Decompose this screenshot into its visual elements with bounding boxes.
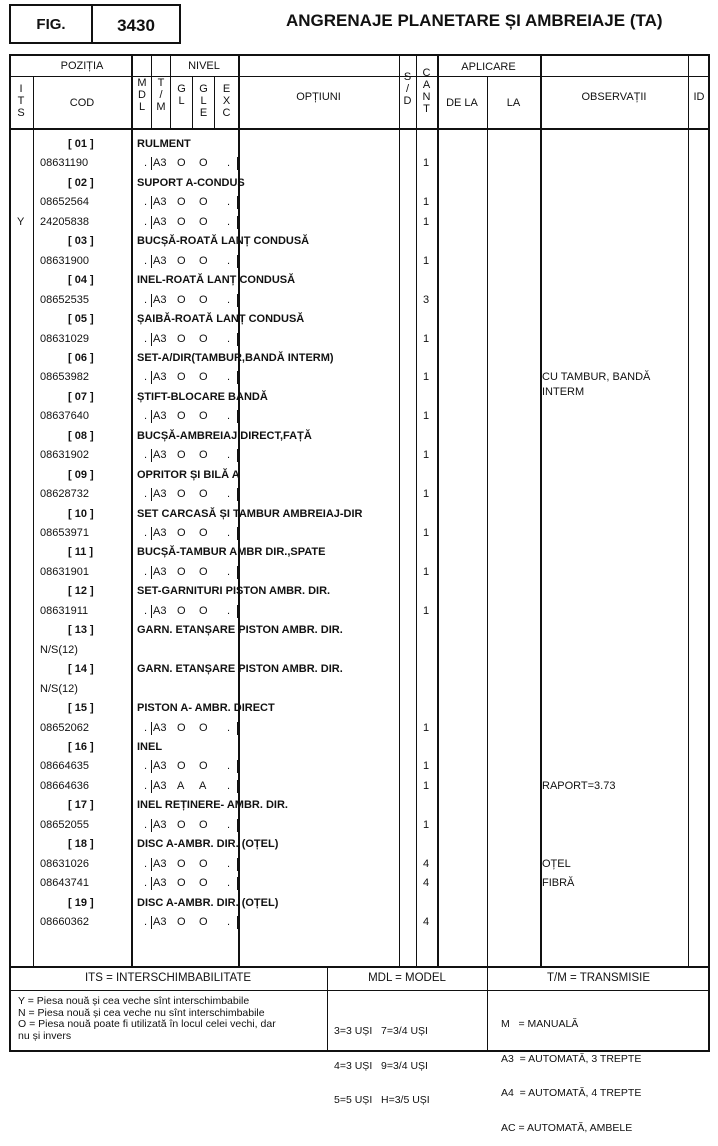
level-gl: O — [177, 449, 186, 461]
mdl-dot: . — [144, 605, 148, 617]
exc-dot: . — [227, 858, 231, 870]
level-gl: O — [177, 916, 186, 928]
level-gle: O — [199, 294, 208, 306]
legend-its-title: ITS = INTERSCHIMBABILITATE — [84, 972, 252, 984]
header-mdl: M D L — [137, 77, 147, 113]
legend-its-lines: Y = Piesa nouă și cea veche sînt interschimbabile N = Piesa nouă și cea veche nu sînt interschimbabile O = Piesa nouă poate fi utilizată în locul celei vechi, dar nu și invers — [18, 995, 276, 1042]
position-number: [ 06 ] — [68, 352, 94, 364]
part-code: 08637640 — [40, 410, 89, 422]
quantity: 3 — [423, 294, 430, 306]
transmission-code: A3 — [153, 410, 167, 422]
mdl-dot: . — [144, 722, 148, 734]
part-code: 08652564 — [40, 196, 89, 208]
level-gle: O — [199, 255, 208, 267]
figure-number: 3430 — [117, 16, 155, 35]
quantity: 1 — [423, 566, 430, 578]
level-gl: O — [177, 196, 186, 208]
legend-tm-lines: M = MANUALĂ A3 = AUTOMATĂ, 3 TREPTE A4 = AUTOMATĂ, 4 TREPTE AC = AUTOMATĂ, AMBELE — [501, 1018, 642, 1134]
exc-dot: . — [227, 566, 231, 578]
part-code: 24205838 — [40, 216, 89, 228]
mdl-dot: . — [144, 760, 148, 772]
exc-dot: . — [227, 449, 231, 461]
exc-dot: . — [227, 722, 231, 734]
figure-label: FIG. — [36, 16, 66, 33]
position-number: [ 14 ] — [68, 663, 94, 675]
part-code: N/S(12) — [40, 644, 78, 656]
level-gl: O — [177, 410, 186, 422]
observation: OȚEL — [542, 858, 571, 870]
transmission-code: A3 — [153, 449, 167, 461]
level-gl: O — [177, 877, 186, 889]
exc-dot: . — [227, 196, 231, 208]
quantity: 1 — [423, 410, 430, 422]
level-gle: O — [199, 488, 208, 500]
mdl-dot: . — [144, 877, 148, 889]
observation: FIBRĂ — [542, 877, 575, 889]
part-name: GARN. ETANȘARE PISTON AMBR. DIR. — [137, 663, 343, 675]
level-gl: O — [177, 858, 186, 870]
level-gle: O — [199, 216, 208, 228]
position-number: [ 03 ] — [68, 235, 94, 247]
transmission-code: A3 — [153, 760, 167, 772]
part-name: SET-GARNITURI PISTON AMBR. DIR. — [137, 585, 331, 597]
transmission-code: A3 — [153, 255, 167, 267]
exc-dot: . — [227, 877, 231, 889]
exc-dot: . — [227, 760, 231, 772]
part-name: INEL-ROATĂ LANȚ CONDUSĂ — [137, 274, 296, 286]
transmission-code: A3 — [153, 216, 167, 228]
part-code: 08652062 — [40, 722, 89, 734]
position-number: [ 12 ] — [68, 585, 94, 597]
position-number: [ 17 ] — [68, 799, 94, 811]
part-code: 08631902 — [40, 449, 89, 461]
part-code: 08653971 — [40, 527, 89, 539]
mdl-dot: . — [144, 196, 148, 208]
position-number: [ 11 ] — [68, 546, 94, 558]
header-sd: S / D — [403, 71, 412, 107]
exc-dot: . — [227, 371, 231, 383]
position-number: [ 15 ] — [68, 702, 94, 714]
exc-dot: . — [227, 527, 231, 539]
mdl-dot: . — [144, 916, 148, 928]
header-observatii: OBSERVAȚII — [581, 91, 647, 103]
quantity: 1 — [423, 760, 430, 772]
exc-dot: . — [227, 780, 231, 792]
position-number: [ 04 ] — [68, 274, 94, 286]
observation: RAPORT=3.73 — [542, 780, 616, 792]
transmission-code: A3 — [153, 333, 167, 345]
transmission-code: A3 — [153, 722, 167, 734]
level-gle: O — [199, 916, 208, 928]
header-pozitia: POZIȚIA — [60, 60, 104, 72]
part-name: DISC A-AMBR. DIR. (OȚEL) — [137, 897, 279, 909]
header-gle: G L E — [199, 83, 208, 119]
part-code: 08660362 — [40, 916, 89, 928]
quantity: 1 — [423, 196, 430, 208]
mdl-dot: . — [144, 780, 148, 792]
header-aplicare: APLICARE — [461, 61, 516, 73]
header-cod: COD — [69, 97, 95, 109]
position-number: [ 18 ] — [68, 838, 94, 850]
mdl-dot: . — [144, 333, 148, 345]
mdl-dot: . — [144, 488, 148, 500]
exc-dot: . — [227, 488, 231, 500]
part-name: INEL — [137, 741, 163, 753]
transmission-code: A3 — [153, 294, 167, 306]
level-gle: O — [199, 157, 208, 169]
level-gl: O — [177, 566, 186, 578]
part-name: DISC A-AMBR. DIR. (OȚEL) — [137, 838, 279, 850]
exc-dot: . — [227, 333, 231, 345]
level-gl: O — [177, 333, 186, 345]
header-id: ID — [693, 91, 705, 103]
exc-dot: . — [227, 255, 231, 267]
part-code: 08631029 — [40, 333, 89, 345]
level-gle: O — [199, 760, 208, 772]
figure-box — [9, 4, 181, 44]
exc-dot: . — [227, 916, 231, 928]
header-nivel: NIVEL — [188, 60, 220, 72]
level-gl: O — [177, 255, 186, 267]
level-gl: O — [177, 527, 186, 539]
quantity: 1 — [423, 157, 430, 169]
header-exc: E X C — [222, 83, 231, 119]
transmission-code: A3 — [153, 916, 167, 928]
page-title: ANGRENAJE PLANETARE ȘI AMBREIAJE (TA) — [286, 11, 663, 30]
transmission-code: A3 — [153, 527, 167, 539]
quantity: 1 — [423, 255, 430, 267]
mdl-dot: . — [144, 449, 148, 461]
header-bottom-line — [9, 128, 710, 130]
quantity: 4 — [423, 916, 430, 928]
mdl-dot: . — [144, 566, 148, 578]
quantity: 1 — [423, 371, 430, 383]
header-optiuni: OPȚIUNI — [296, 91, 341, 103]
part-name: PISTON A- AMBR. DIRECT — [137, 702, 275, 714]
legend-tm-title: T/M = TRANSMISIE — [547, 972, 650, 984]
level-gle: O — [199, 527, 208, 539]
quantity: 1 — [423, 488, 430, 500]
mdl-dot: . — [144, 819, 148, 831]
quantity: 1 — [423, 819, 430, 831]
part-code: 08631911 — [40, 605, 89, 617]
header-divider-1 — [9, 76, 710, 77]
position-number: [ 10 ] — [68, 508, 94, 520]
level-gl: O — [177, 819, 186, 831]
part-name: SET-A/DIR(TAMBUR,BANDĂ INTERM) — [137, 352, 334, 364]
part-name: SET CARCASĂ ȘI TAMBUR AMBREIAJ-DIR — [137, 508, 363, 520]
quantity: 1 — [423, 780, 430, 792]
position-number: [ 09 ] — [68, 469, 94, 481]
transmission-code: A3 — [153, 157, 167, 169]
exc-dot: . — [227, 294, 231, 306]
transmission-code: A3 — [153, 566, 167, 578]
part-code: N/S(12) — [40, 683, 78, 695]
transmission-code: A3 — [153, 819, 167, 831]
level-gl: O — [177, 157, 186, 169]
level-gl: O — [177, 605, 186, 617]
level-gle: O — [199, 722, 208, 734]
level-gle: O — [199, 410, 208, 422]
transmission-code: A3 — [153, 605, 167, 617]
part-name: ȘTIFT-BLOCARE BANDĂ — [137, 391, 268, 403]
legend-mdl-lines: 3=3 UȘI 7=3/4 UȘI 4=3 UȘI 9=3/4 UȘI 5=5 UȘI H=3/5 UȘI — [334, 1025, 430, 1106]
header-gl: G L — [177, 83, 186, 107]
mdl-dot: . — [144, 371, 148, 383]
transmission-code: A3 — [153, 196, 167, 208]
part-name: ȘAIBĂ-ROATĂ LANȚ CONDUSĂ — [137, 313, 305, 325]
quantity: 1 — [423, 722, 430, 734]
part-code: 08631026 — [40, 858, 89, 870]
part-name: BUCȘĂ-AMBREIAJ DIRECT,FAȚĂ — [137, 430, 312, 442]
parts-table-frame — [9, 54, 710, 1052]
part-code: 08631900 — [40, 255, 89, 267]
mdl-dot: . — [144, 294, 148, 306]
level-gle: O — [199, 819, 208, 831]
observation: CU TAMBUR, BANDĂ — [542, 371, 651, 383]
observation-continued: INTERM — [542, 386, 585, 398]
mdl-dot: . — [144, 858, 148, 870]
quantity: 1 — [423, 449, 430, 461]
transmission-code: A3 — [153, 780, 167, 792]
mdl-dot: . — [144, 410, 148, 422]
level-gl: O — [177, 760, 186, 772]
transmission-code: A3 — [153, 877, 167, 889]
level-gle: O — [199, 877, 208, 889]
position-number: [ 01 ] — [68, 138, 94, 150]
level-gle: O — [199, 196, 208, 208]
legend-mdl-title: MDL = MODEL — [368, 972, 446, 984]
its-value: Y — [17, 216, 25, 228]
exc-dot: . — [227, 819, 231, 831]
position-number: [ 07 ] — [68, 391, 94, 403]
level-gle: O — [199, 605, 208, 617]
part-code: 08652055 — [40, 819, 89, 831]
exc-dot: . — [227, 216, 231, 228]
part-name: INEL REȚINERE- AMBR. DIR. — [137, 799, 288, 811]
level-gl: O — [177, 216, 186, 228]
level-gle: O — [199, 371, 208, 383]
header-its: I T S — [17, 83, 25, 119]
position-number: [ 16 ] — [68, 741, 94, 753]
position-number: [ 13 ] — [68, 624, 94, 636]
level-gl: A — [177, 780, 185, 792]
part-code: 08664636 — [40, 780, 89, 792]
exc-dot: . — [227, 410, 231, 422]
exc-dot: . — [227, 157, 231, 169]
part-code: 08643741 — [40, 877, 89, 889]
level-gl: O — [177, 488, 186, 500]
level-gl: O — [177, 722, 186, 734]
position-number: [ 08 ] — [68, 430, 94, 442]
level-gle: A — [199, 780, 207, 792]
transmission-code: A3 — [153, 858, 167, 870]
part-code: 08653982 — [40, 371, 89, 383]
quantity: 4 — [423, 858, 430, 870]
level-gle: O — [199, 449, 208, 461]
part-name: BUCȘĂ-ROATĂ LANȚ CONDUSĂ — [137, 235, 310, 247]
header-la: LA — [506, 97, 521, 109]
mdl-dot: . — [144, 255, 148, 267]
position-number: [ 05 ] — [68, 313, 94, 325]
position-number: [ 19 ] — [68, 897, 94, 909]
position-number: [ 02 ] — [68, 177, 94, 189]
part-code: 08664635 — [40, 760, 89, 772]
part-name: GARN. ETANȘARE PISTON AMBR. DIR. — [137, 624, 343, 636]
part-name: OPRITOR ȘI BILĂ A — [137, 469, 240, 481]
header-de-la: DE LA — [446, 97, 478, 109]
quantity: 1 — [423, 605, 430, 617]
quantity: 4 — [423, 877, 430, 889]
part-name: BUCȘĂ-TAMBUR AMBR DIR.,SPATE — [137, 546, 326, 558]
header-tm: T / M — [156, 77, 166, 113]
level-gle: O — [199, 858, 208, 870]
part-code: 08631901 — [40, 566, 89, 578]
exc-dot: . — [227, 605, 231, 617]
part-code: 08652535 — [40, 294, 89, 306]
mdl-dot: . — [144, 157, 148, 169]
level-gle: O — [199, 566, 208, 578]
transmission-code: A3 — [153, 488, 167, 500]
mdl-dot: . — [144, 216, 148, 228]
part-name: SUPORT A-CONDUS — [137, 177, 245, 189]
header-cant: C A N T — [422, 67, 431, 115]
quantity: 1 — [423, 527, 430, 539]
level-gl: O — [177, 371, 186, 383]
part-code: 08631190 — [40, 157, 89, 169]
quantity: 1 — [423, 333, 430, 345]
quantity: 1 — [423, 216, 430, 228]
transmission-code: A3 — [153, 371, 167, 383]
part-name: RULMENT — [137, 138, 191, 150]
part-code: 08628732 — [40, 488, 89, 500]
mdl-dot: . — [144, 527, 148, 539]
level-gle: O — [199, 333, 208, 345]
level-gl: O — [177, 294, 186, 306]
